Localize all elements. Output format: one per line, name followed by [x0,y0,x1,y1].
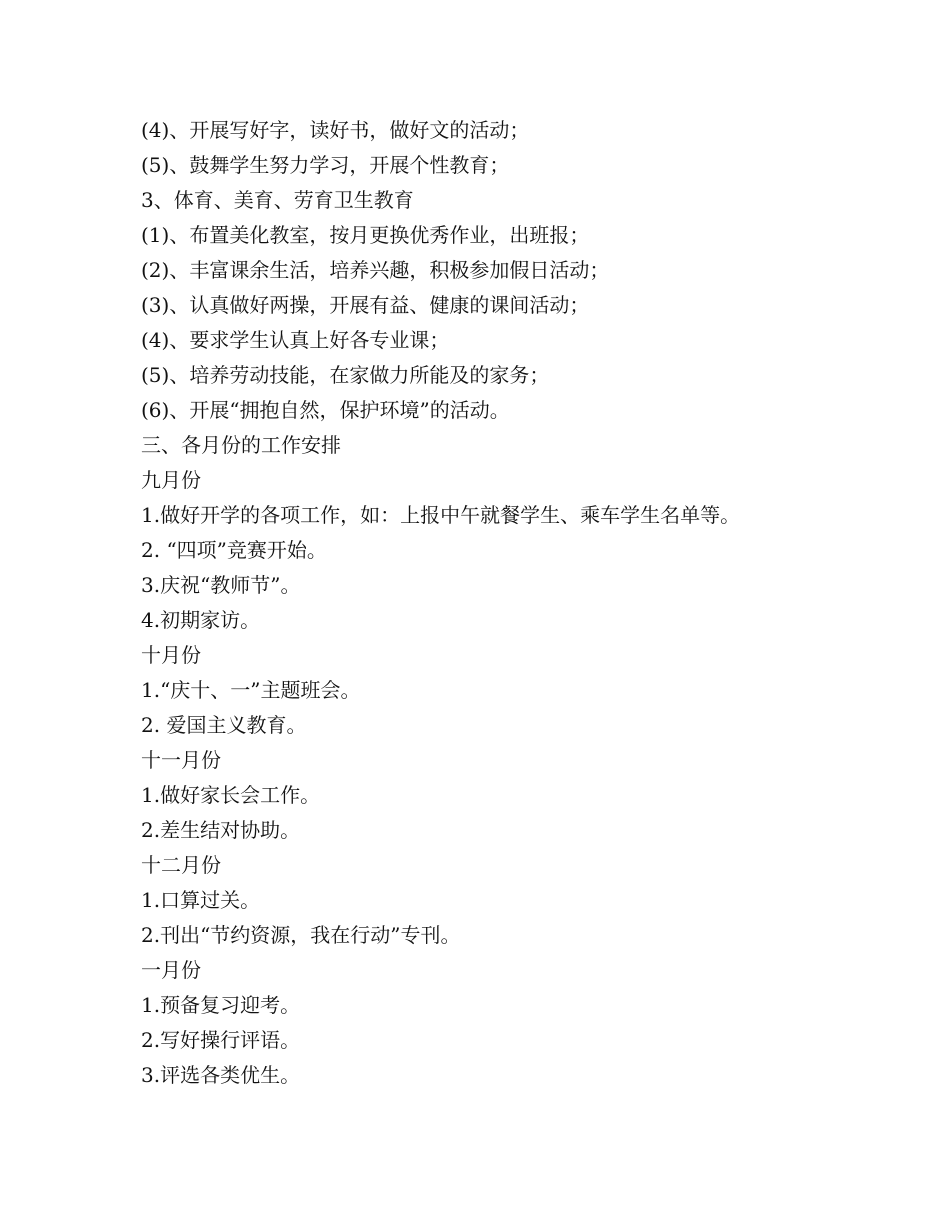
text-line: 1.做好家长会工作。 [141,783,321,807]
text-line: (5)、培养劳动技能，在家做力所能及的家务； [141,363,550,387]
text-line: 4.初期家访。 [141,608,261,632]
text-line: 3.评选各类优生。 [141,1063,301,1087]
month-heading: 十二月份 [141,853,221,877]
month-heading: 十月份 [141,643,201,667]
text-line: (1)、布置美化教室，按月更换优秀作业，出班报； [141,223,590,247]
text-line: (4)、开展写好字，读好书，做好文的活动； [141,118,530,142]
text-line: 2. 爱国主义教育。 [141,713,307,737]
text-line: 1.预备复习迎考。 [141,993,301,1017]
text-line: 1.口算过关。 [141,888,261,912]
text-line: 1.“庆十、一”主题班会。 [141,678,361,702]
section-heading: 三、各月份的工作安排 [141,433,341,457]
text-line: (6)、开展“拥抱自然，保护环境”的活动。 [141,398,510,422]
text-line: 2.刊出“节约资源，我在行动”专刊。 [141,923,461,947]
document-body [141,113,921,1093]
text-line: 2. “四项”竞赛开始。 [141,538,327,562]
month-heading: 九月份 [141,468,201,492]
text-line: (2)、丰富课余生活，培养兴趣，积极参加假日活动； [141,258,610,282]
text-line: 2.写好操行评语。 [141,1028,301,1052]
section-heading: 3、体育、美育、劳育卫生教育 [141,188,414,212]
text-line: 2.差生结对协助。 [141,818,301,842]
text-line: 1.做好开学的各项工作，如：上报中午就餐学生、乘车学生名单等。 [141,503,741,527]
text-line: (3)、认真做好两操，开展有益、健康的课间活动； [141,293,590,317]
text-line: 3.庆祝“教师节”。 [141,573,301,597]
text-line: (4)、要求学生认真上好各专业课； [141,328,450,352]
text-line: (5)、鼓舞学生努力学习，开展个性教育； [141,153,510,177]
month-heading: 十一月份 [141,748,221,772]
month-heading: 一月份 [141,958,201,982]
